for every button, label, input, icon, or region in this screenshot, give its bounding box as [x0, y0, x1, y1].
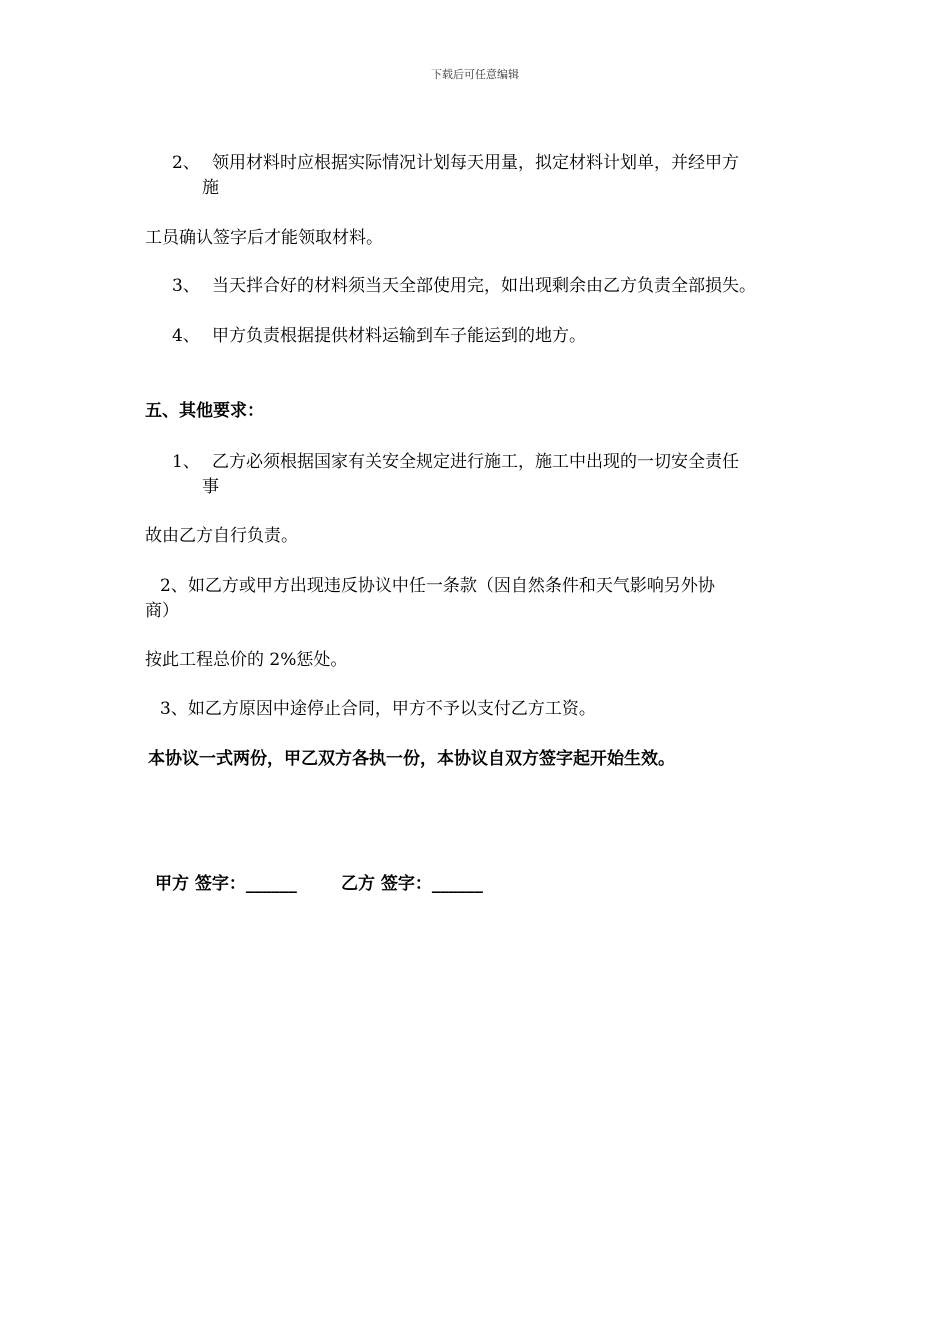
requirement-3: 3、如乙方原因中途停止合同，甲方不予以支付乙方工资。	[160, 699, 596, 719]
party-a-signature: 甲方 签字：______	[155, 874, 297, 894]
requirement-1-text: 乙方必须根据国家有关安全规定进行施工，施工中出现的一切安全责任	[212, 452, 739, 472]
section-5-heading: 五、其他要求：	[145, 401, 264, 421]
requirement-1-continuation: 故由乙方自行负责。	[145, 526, 298, 546]
item-2-line-2: 施	[202, 178, 219, 198]
item-2-line-1	[172, 150, 739, 176]
item-4	[172, 323, 586, 349]
page-header: 下载后可任意编辑	[431, 68, 519, 81]
item-3-text: 当天拌合好的材料须当天全部使用完，如出现剩余由乙方负责全部损失。	[212, 276, 756, 296]
item-3-number: 3、	[172, 276, 200, 296]
requirement-2-continuation: 按此工程总价的 2%惩处。	[145, 650, 348, 670]
requirement-1-line-1	[172, 449, 739, 475]
item-4-number: 4、	[172, 326, 200, 346]
requirement-1-line-2: 事	[202, 477, 219, 497]
closing-statement: 本协议一式两份，甲乙双方各执一份，本协议自双方签字起开始生效。	[148, 749, 675, 769]
requirement-2-line-2: 商）	[145, 601, 179, 621]
item-2-continuation: 工员确认签字后才能领取材料。	[145, 228, 383, 248]
requirement-1-number: 1、	[172, 452, 200, 472]
requirement-2-line-1: 2、如乙方或甲方出现违反协议中任一条款（因自然条件和天气影响另外协	[160, 576, 715, 596]
item-4-text: 甲方负责根据提供材料运输到车子能运到的地方。	[212, 326, 586, 346]
party-b-signature: 乙方 签字：______	[341, 874, 483, 894]
item-2-text: 领用材料时应根据实际情况计划每天用量，拟定材料计划单，并经甲方	[212, 153, 739, 173]
item-2-number: 2、	[172, 153, 200, 173]
item-3	[172, 273, 756, 299]
